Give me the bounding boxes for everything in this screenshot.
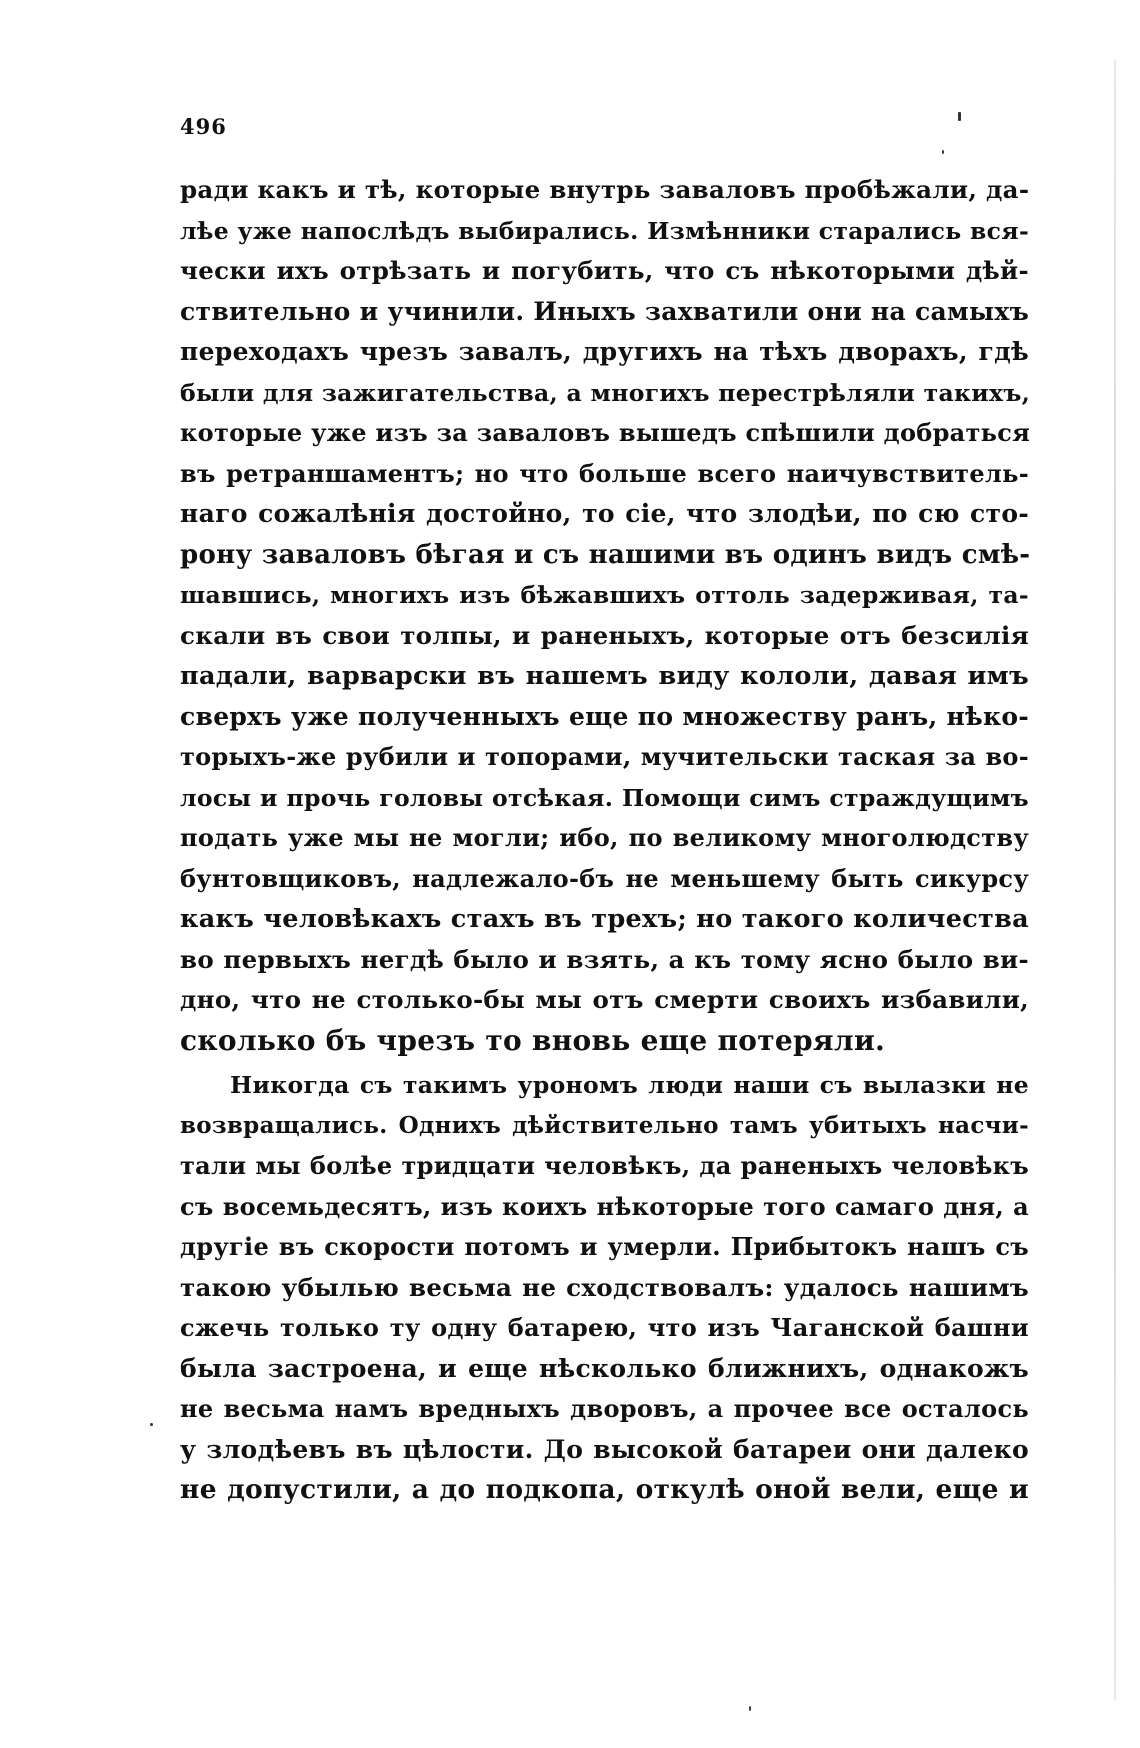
text-line: переходахъ чрезъ завалъ, другихъ на тѣхъ дворахъ, гдѣ	[180, 337, 1029, 366]
text-line: въ ретраншаментъ; но что больше всего наичувствитель-	[180, 458, 1029, 488]
text-line: торыхъ-же рубили и топорами, мучительски таская за во-	[180, 742, 1029, 771]
text-line: не весьма намъ вредныхъ дворовъ, а прочее все осталось	[180, 1394, 1029, 1423]
ink-speck	[942, 150, 944, 154]
text-line: бунтовщиковъ, надлежало-бъ не меньшему быть сикурсу	[180, 863, 1029, 893]
text-line: наго сожалѣнія достойно, то сіе, что злодѣи, по сю сто-	[180, 499, 1029, 528]
ink-speck	[150, 1423, 153, 1426]
text-line: шавшись, многихъ изъ бѣжавшихъ оттоль задерживая, та-	[180, 581, 1029, 609]
text-line: лосы и прочь головы отсѣкая. Помощи симъ страждущимъ	[180, 783, 1029, 812]
text-line: другіе въ скорости потомъ и умерли. Прибытокъ нашъ съ	[180, 1232, 1029, 1261]
text-line: подать уже мы не могли; ибо, по великому многолюдству	[180, 823, 1029, 852]
paragraph-1	[180, 170, 1029, 1061]
text-line: дно, что не столько-бы мы отъ смерти своихъ избавили,	[180, 985, 1029, 1014]
paragraph-2	[180, 1065, 1029, 1511]
text-line: Никогда съ такимъ урономъ люди наши съ вылазки не	[230, 1071, 1029, 1099]
text-line: ствительно и учинили. Иныхъ захватили они на самыхъ	[180, 296, 1030, 326]
text-line: съ восемьдесятъ, изъ коихъ нѣкоторые того самаго дня, а	[180, 1191, 1029, 1221]
text-line: чески ихъ отрѣзать и погубить, что съ нѣкоторыми дѣй-	[180, 256, 1029, 285]
text-line: сжечь только ту одну батарею, что изъ Чаганской башни	[180, 1313, 1029, 1342]
text-line: какъ человѣкахъ стахъ въ трехъ; но такого количества	[180, 904, 1029, 934]
text-line: лѣе уже напослѣдъ выбирались. Измѣнники старались вся-	[180, 216, 1029, 245]
page-number: 496	[180, 114, 227, 139]
text-line: рону заваловъ бѣгая и съ нашими въ одинъ видъ смѣ-	[180, 539, 1031, 570]
text-line: не допустили, а до подкопа, откулѣ оной вели, еще и	[180, 1474, 1029, 1505]
text-line: такою убылью весьма не сходствовалъ: удалось нашимъ	[180, 1272, 1029, 1302]
text-line: ради какъ и тѣ, которые внутрь заваловъ пробѣжали, да-	[180, 175, 1030, 204]
text-line: были для зажигательства, а многихъ перестрѣляли такихъ,	[180, 378, 1031, 407]
text-line: падали, варварски въ нашемъ виду кололи, давая имъ	[180, 661, 1029, 691]
ink-speck	[958, 112, 961, 121]
text-line: скали въ свои толпы, и раненыхъ, которые отъ безсилія	[180, 620, 1029, 650]
text-line: сверхъ уже полученныхъ еще по множеству ранъ, нѣко-	[180, 701, 1029, 731]
text-line: которые уже изъ за заваловъ вышедъ спѣшили добраться	[180, 418, 1031, 447]
ink-speck	[749, 1706, 751, 1711]
text-line: сколько бъ чрезъ то вновь еще потеряли.	[180, 1023, 886, 1057]
text-line: была застроена, и еще нѣсколько ближнихъ, однакожъ	[180, 1353, 1029, 1383]
page-edge-shadow	[1114, 60, 1116, 1700]
text-line: тали мы болѣе тридцати человѣкъ, да раненыхъ человѣкъ	[180, 1151, 1029, 1180]
body-text	[180, 170, 1029, 1511]
text-line: у злодѣевъ въ цѣлости. До высокой батареи они далеко	[180, 1434, 1029, 1464]
text-line: во первыхъ негдѣ было и взять, а къ тому ясно было ви-	[180, 944, 1029, 974]
text-line: возвращались. Однихъ дѣйствительно тамъ убитыхъ насчи-	[180, 1111, 1029, 1139]
